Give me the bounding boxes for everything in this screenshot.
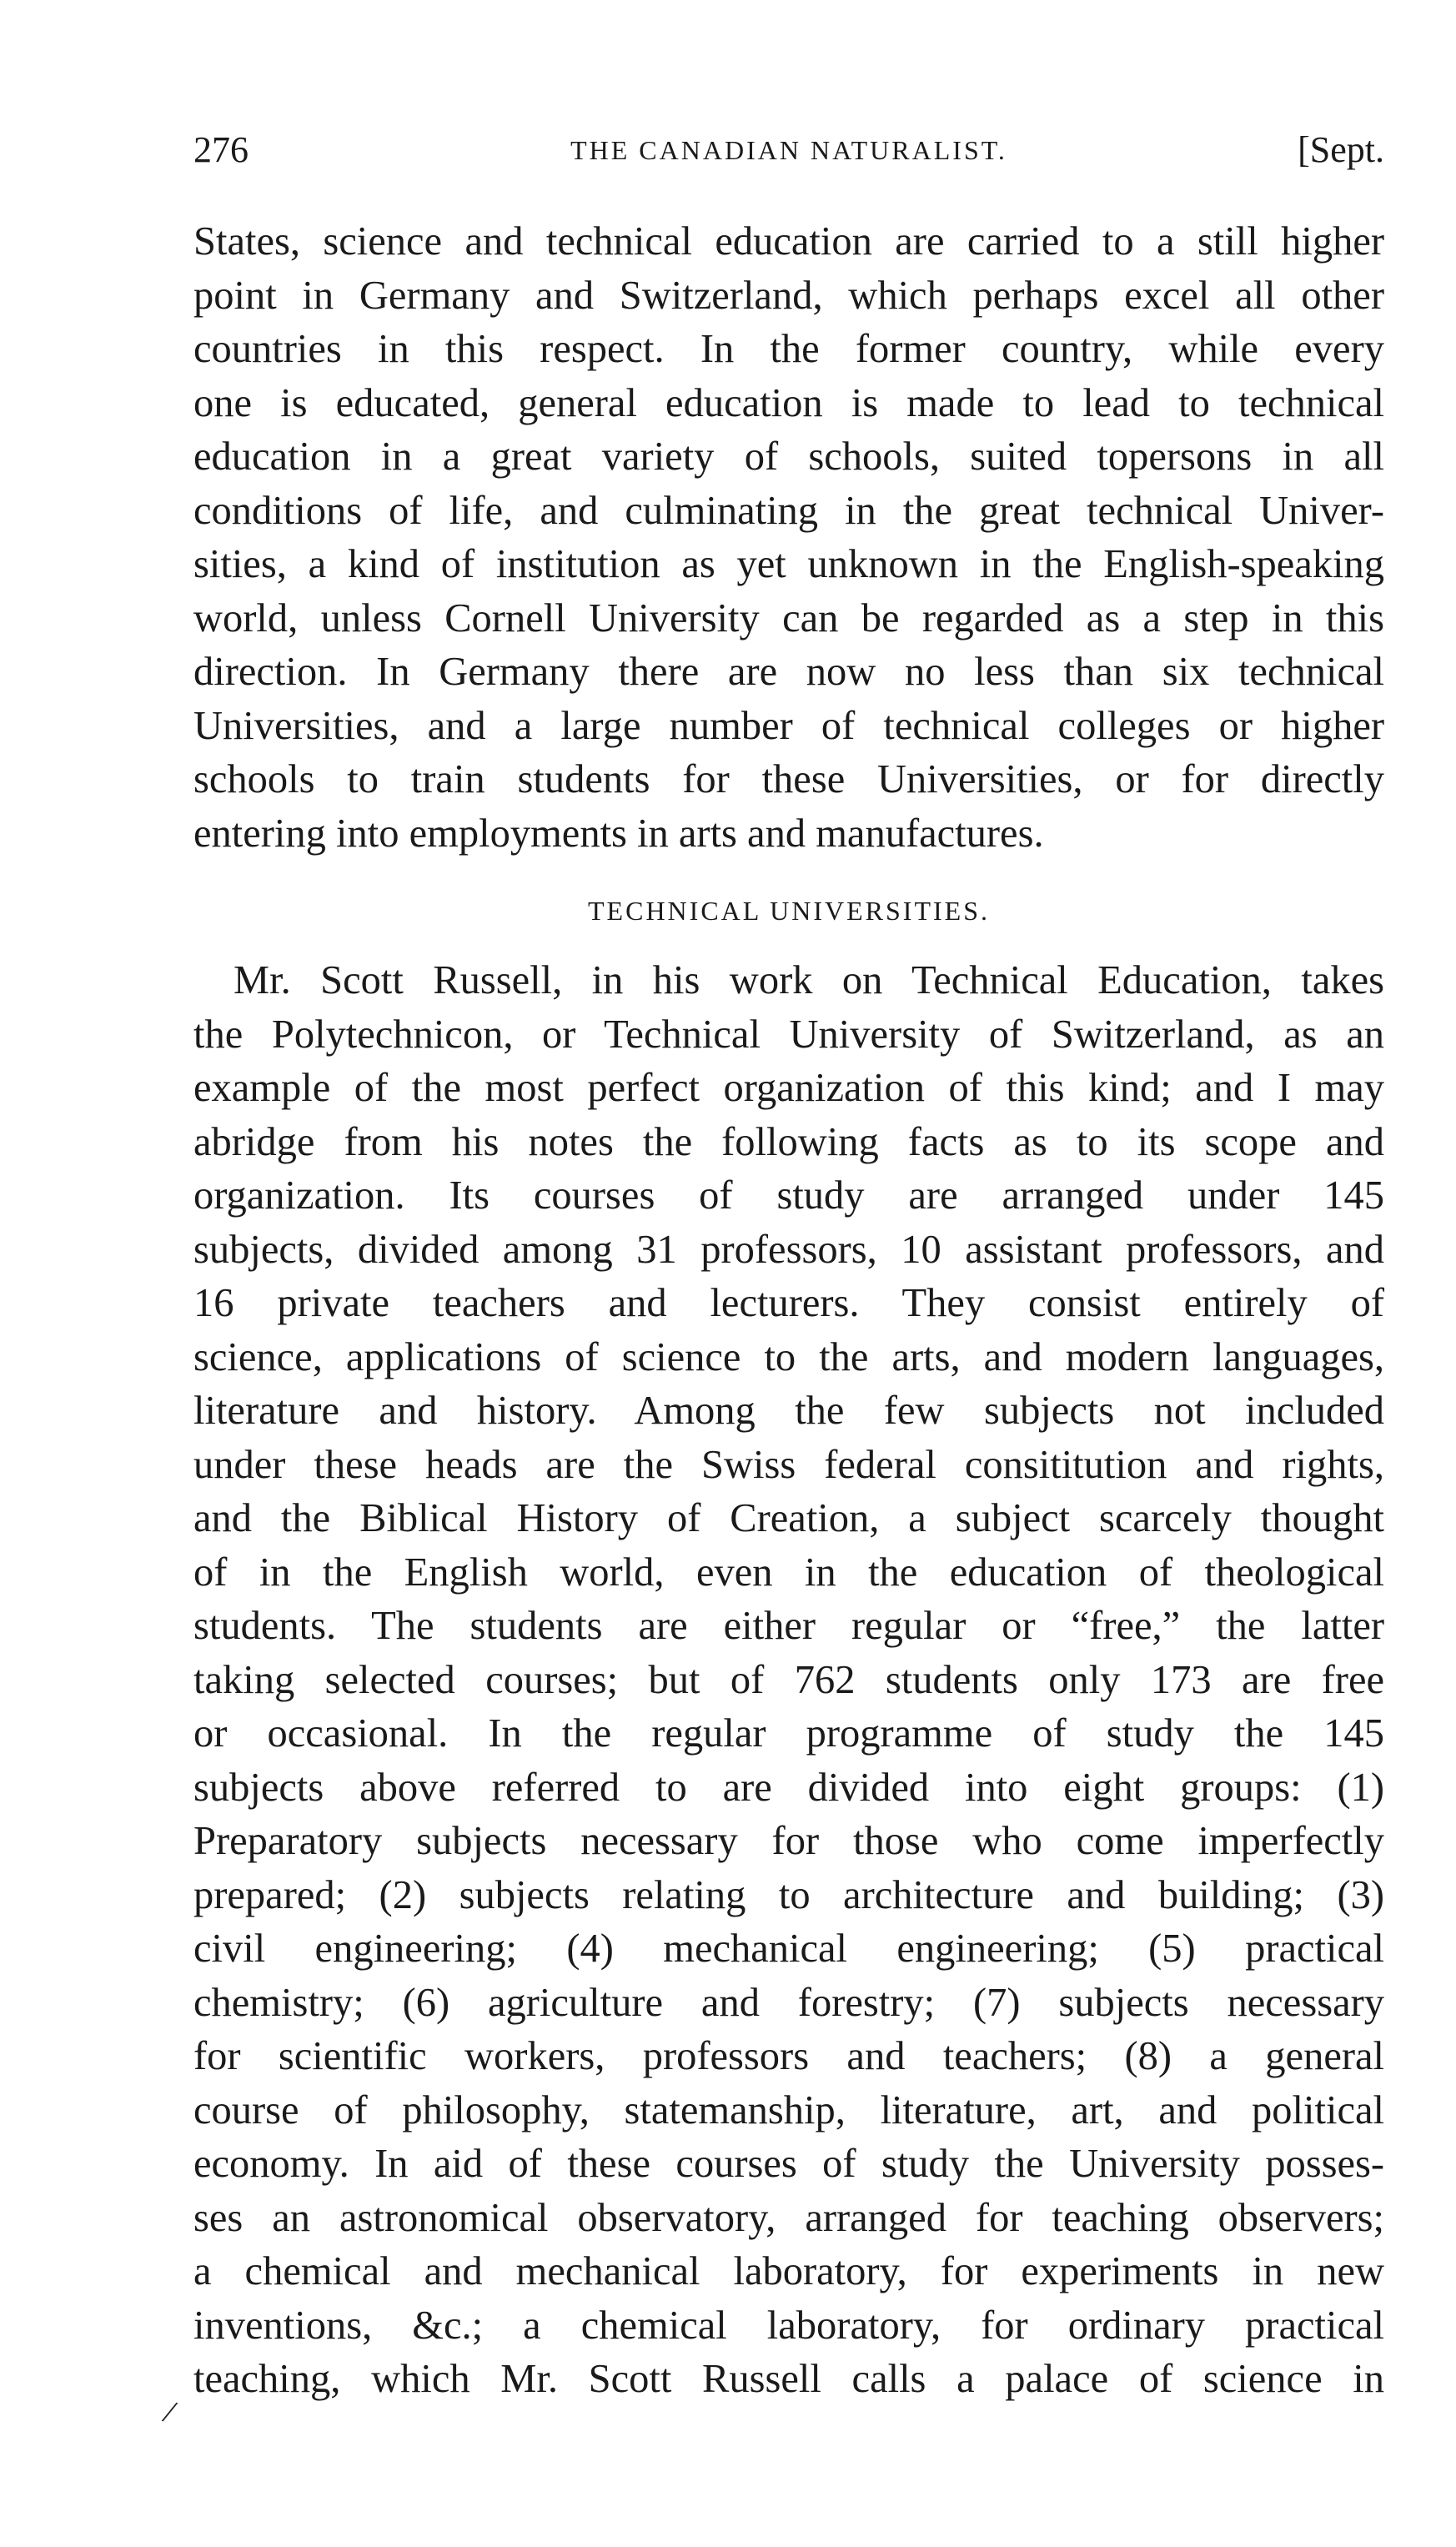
text-line: or occasional. In the regular programme of study the 145 bbox=[193, 1711, 1384, 1756]
text-line: entering into employments in arts and manufactures. bbox=[193, 811, 1044, 856]
text-line: and the Biblical History of Creation, a subject scarcely thought bbox=[193, 1496, 1384, 1540]
text-line: education in a great variety of schools, suited topersons in all bbox=[193, 435, 1384, 479]
text-line: one is educated, general education is made to lead to technical bbox=[193, 380, 1384, 425]
text-line: example of the most perfect organization of this kind; and I may bbox=[193, 1066, 1384, 1110]
text-line: under these heads are the Swiss federal consititution and rights, bbox=[193, 1442, 1384, 1487]
page-number: 276 bbox=[193, 129, 249, 170]
text-line: chemistry; (6) agriculture and forestry; (7) subjects necessary bbox=[193, 1980, 1384, 2025]
text-line: for scientific workers, professors and teachers; (8) a general bbox=[193, 2034, 1384, 2078]
text-line: prepared; (2) subjects relating to architecture and building; (3) bbox=[193, 1872, 1384, 1917]
text-line: Mr. Scott Russell, in his work on Technical Education, takes bbox=[233, 958, 1384, 1002]
paragraph-technical-universities bbox=[193, 954, 1384, 2407]
text-line: students. The students are either regular or “free,” the latter bbox=[193, 1604, 1384, 1648]
text-line: abridge from his notes the following facts as to its scope and bbox=[193, 1119, 1384, 1164]
text-line: subjects above referred to are divided into eight groups: (1) bbox=[193, 1765, 1384, 1810]
text-line: civil engineering; (4) mechanical engineering; (5) practical bbox=[193, 1927, 1384, 1971]
text-line: conditions of life, and culminating in the great technical Univer- bbox=[193, 488, 1384, 533]
text-line: ses an astronomical observatory, arranged for teaching observers; bbox=[193, 2195, 1384, 2240]
text-line: inventions, &c.; a chemical laboratory, for ordinary practical bbox=[193, 2303, 1384, 2348]
text-line: Universities, and a large number of technical colleges or higher bbox=[193, 703, 1384, 748]
text-line: world, unless Cornell University can be regarded as a step in this bbox=[193, 595, 1384, 641]
running-head bbox=[193, 125, 1384, 175]
paragraph-states-science bbox=[193, 215, 1384, 861]
text-line: the Polytechnicon, or Technical University of Switzerland, as an bbox=[193, 1012, 1384, 1057]
margin-pencil-mark: / bbox=[158, 2392, 181, 2431]
journal-title: THE CANADIAN NATURALIST. bbox=[570, 135, 1007, 165]
issue-month: [Sept. bbox=[1298, 129, 1384, 170]
text-line: science, applications of science to the arts, and modern languages, bbox=[193, 1334, 1384, 1379]
text-line: countries in this respect. In the former country, while every bbox=[193, 327, 1384, 371]
text-line: 16 private teachers and lecturers. They consist entirely of bbox=[193, 1281, 1384, 1325]
text-line: States, science and technical education are carried to a still higher bbox=[193, 219, 1384, 264]
section-heading: TECHNICAL UNIVERSITIES. bbox=[588, 896, 990, 926]
text-line: organization. Its courses of study are arranged under 145 bbox=[193, 1173, 1384, 1218]
text-line: subjects, divided among 31 professors, 10 assistant professors, and bbox=[193, 1227, 1384, 1272]
text-line: Preparatory subjects necessary for those who come imperfectly bbox=[193, 1819, 1384, 1863]
text-line: point in Germany and Switzerland, which perhaps excel all other bbox=[193, 273, 1384, 318]
text-line: course of philosophy, statemanship, literature, art, and political bbox=[193, 2087, 1384, 2133]
text-line: sities, a kind of institution as yet unknown in the English-speaking bbox=[193, 542, 1384, 586]
body-text bbox=[193, 215, 1384, 2407]
text-line: a chemical and mechanical laboratory, for experiments in new bbox=[193, 2249, 1384, 2293]
text-line: economy. In aid of these courses of study the University posses- bbox=[193, 2142, 1384, 2186]
text-line: teaching, which Mr. Scott Russell calls a palace of science in bbox=[193, 2357, 1384, 2401]
text-line: literature and history. Among the few subjects not included bbox=[193, 1389, 1384, 1433]
text-line: schools to train students for these Universities, or for directly bbox=[193, 757, 1384, 801]
text-line: direction. In Germany there are now no less than six technical bbox=[193, 650, 1384, 694]
text-line: taking selected courses; but of 762 students only 173 are free bbox=[193, 1657, 1384, 1702]
book-page bbox=[193, 125, 1384, 2407]
text-line: of in the English world, even in the education of theological bbox=[193, 1550, 1384, 1595]
